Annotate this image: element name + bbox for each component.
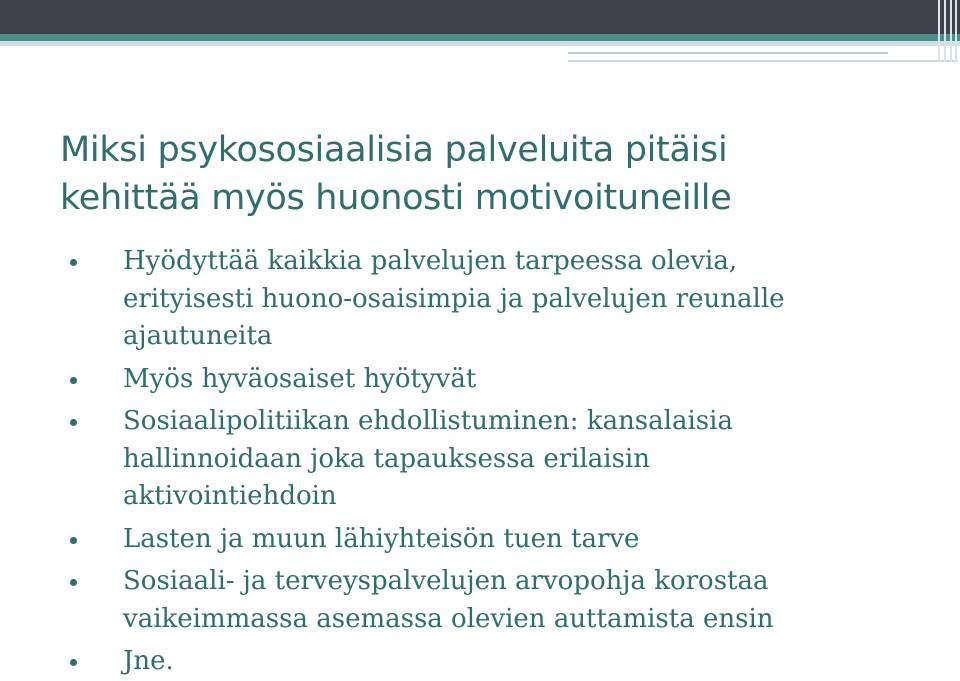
decorative-line (568, 60, 958, 62)
title-line: kehittää myös huonosti motivoituneille (60, 178, 732, 218)
decorative-stripe (938, 0, 940, 62)
slide-title (60, 126, 940, 222)
bullet-item (70, 521, 950, 559)
bullet-text-line: Sosiaalipolitiikan ehdollistuminen: kansalaisia (123, 406, 733, 436)
bullet-icon (70, 579, 77, 586)
bullet-list (70, 243, 950, 681)
decorative-line (568, 52, 888, 54)
bullet-item (70, 361, 950, 399)
bullet-icon (70, 537, 77, 544)
bullet-item (70, 643, 950, 681)
accent-line-light (0, 41, 960, 46)
bullet-text-line: aktivointiehdoin (123, 481, 337, 511)
bullet-item (70, 563, 950, 638)
bullet-icon (70, 659, 77, 666)
bullet-text-line: Lasten ja muun lähiyhteisön tuen tarve (123, 523, 640, 554)
header-bar (0, 0, 960, 34)
bullet-text-line: vaikeimmassa asemassa olevien auttamista ensin (123, 603, 774, 634)
bullet-text-line: Hyödyttää kaikkia palvelujen tarpeessa olevia, (123, 246, 738, 276)
bullet-text-line: Jne. (123, 646, 174, 676)
bullet-text-line: ajautuneita (123, 321, 273, 351)
decorative-stripe (955, 0, 957, 62)
decorative-stripe (950, 0, 952, 62)
bullet-icon (70, 377, 77, 384)
bullet-item (70, 403, 950, 516)
bullet-text-line: Myös hyväosaiset hyötyvät (123, 363, 477, 394)
bullet-icon (70, 419, 77, 426)
bullet-item (70, 243, 950, 356)
bullet-text-line: hallinnoidaan joka tapauksessa erilaisin (123, 443, 650, 474)
accent-line (0, 34, 960, 41)
title-line: Miksi psykososiaalisia palveluita pitäisi (60, 130, 728, 170)
bullet-text-line: Sosiaali- ja terveyspalvelujen arvopohja korostaa (123, 566, 769, 596)
bullet-icon (70, 259, 77, 266)
decorative-stripe (944, 0, 946, 62)
bullet-text-line: erityisesti huono-osaisimpia ja palvelujen reunalle (123, 283, 785, 314)
